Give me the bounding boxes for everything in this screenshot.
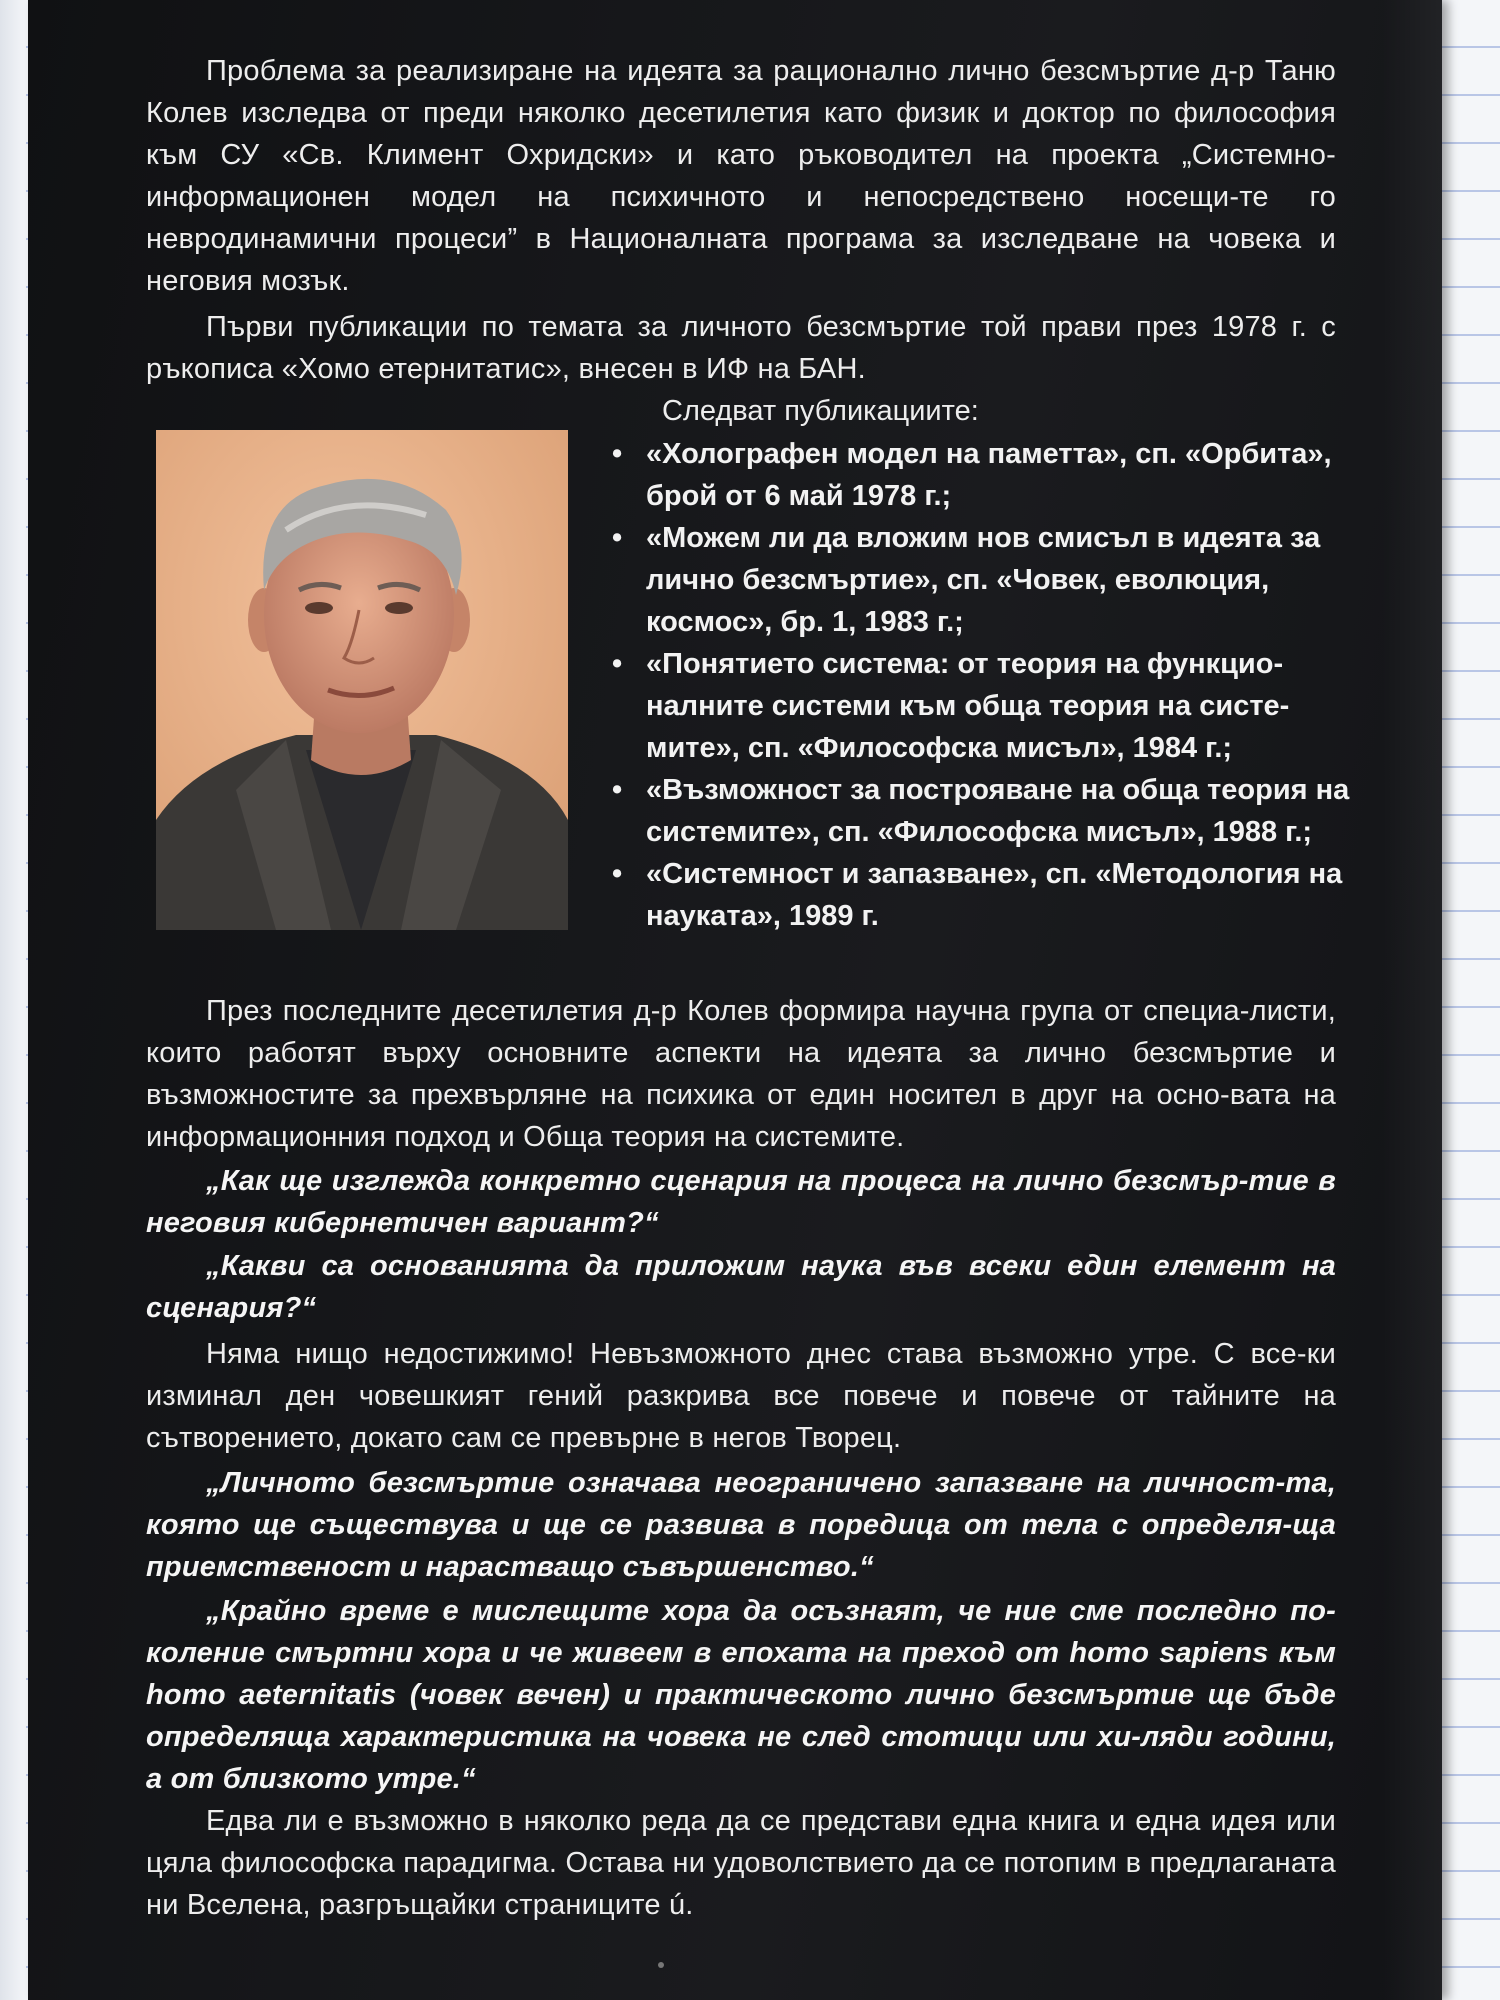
publication-text: «Понятието система: от теория на функцио-налните системи към обща теория на систе-мите», сп. «Философска мисъл», 1984 г.;	[646, 648, 1290, 764]
bullet: •	[612, 648, 623, 680]
publication-text: «Възможност за построяване на обща теория на системите», сп. «Философска мисъл», 1988 г.;	[646, 774, 1350, 848]
list-item	[608, 769, 1368, 853]
publication-text: «Системност и запазване», сп. «Методология на науката», 1989 г.	[646, 858, 1343, 932]
bullet: •	[612, 858, 623, 890]
nothing-unattainable-paragraph: Няма нищо недостижимо! Невъзможното днес става възможно утре. С все-ки изминал ден човешкият гений разкрива все повече и повече от тайните на сътворението, докато сам се превърне в негов Творец.	[146, 1338, 1336, 1454]
publications-heading: Следват публикациите:	[662, 395, 979, 427]
research-group-paragraph: През последните десетилетия д-р Колев формира научна група от специа-листи, които работят върху основните аспекти на идеята за лично безсмъртие и възможностите за прехвърляне на психика от един носител в друг на осно-вата на информационния подход и Обща теория на системите.	[146, 995, 1336, 1153]
quote-homo-aeternitatis: „Крайно време е мислещите хора да осъзнаят, че ние сме последно по-коление смъртни хора и че живеем в епохата на преход от homo sapiens към homo aeternitatis (човек вечен) и практическото лично безсмъртие ще бъде определяща характеристика на човека не след стотици или хи-ляди години, а от близкото утре.“	[146, 1595, 1336, 1795]
publication-text: «Холографен модел на паметта», сп. «Орбита», брой от 6 май 1978 г.;	[646, 438, 1332, 512]
intro-paragraph-1: Проблема за реализиране на идеята за рационално лично безсмъртие д-р Таню Колев изследва от преди няколко десетилетия като физик и доктор по философия към СУ «Св. Климент Охридски» и като ръководител на проекта „Системно-информационен модел на психичното и непосредствено носещи-те го невродинамични процеси” в Националната програма за изследване на човека и неговия мозък.	[146, 55, 1336, 297]
book-back-cover	[28, 0, 1442, 2000]
author-photo	[156, 430, 568, 930]
quote-science: „Какви са основанията да приложим наука във всеки един елемент на сценария?“	[146, 1250, 1336, 1324]
decorative-dot	[658, 1962, 664, 1968]
quote-personal-immortality: „Личното безсмъртие означава неограничено запазване на личност-та, която ще съществува и ще се развива в поредица от тела с определя-ща приемственост и нарастващо съвършенство.“	[146, 1467, 1336, 1583]
bullet: •	[612, 522, 623, 554]
closing-paragraph: Едва ли е възможно в няколко реда да се представи една книга и една идея или цяла философска парадигма. Остава ни удоволствието да се потопим в предлаганата ни Вселена, разгръщайки страниците ú.	[146, 1805, 1336, 1921]
publication-text: «Можем ли да вложим нов смисъл в идеята за лично безсмъртие», сп. «Човек, еволюция, космос», бр. 1, 1983 г.;	[646, 522, 1321, 638]
bullet: •	[612, 774, 623, 806]
paper-edge	[0, 0, 26, 2000]
publications-list	[608, 433, 1368, 937]
list-item	[608, 643, 1368, 769]
list-item	[608, 433, 1368, 517]
quote-scenario: „Как ще изглежда конкретно сценария на процеса на лично безсмър-тие в неговия кибернетичен вариант?“	[146, 1165, 1336, 1239]
list-item	[608, 853, 1368, 937]
intro-paragraph-2: Първи публикации по темата за личното безсмъртие той прави през 1978 г. с ръкописа «Хомо етернитатис», внесен в ИФ на БАН.	[146, 311, 1336, 385]
list-item	[608, 517, 1368, 643]
bullet: •	[612, 438, 623, 470]
cover-shine	[1382, 0, 1442, 2000]
